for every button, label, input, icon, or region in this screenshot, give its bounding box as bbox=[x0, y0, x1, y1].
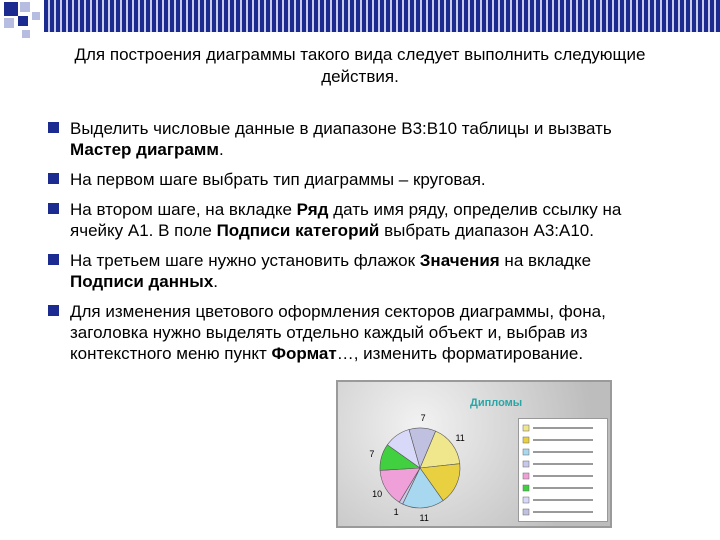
legend-entry-text bbox=[533, 475, 593, 477]
text-fragment: На третьем шаге нужно установить флажок bbox=[70, 251, 420, 270]
legend-entry-text bbox=[533, 427, 593, 429]
bullet-square-icon bbox=[48, 173, 59, 184]
legend-entry-text bbox=[533, 451, 593, 453]
text-fragment: . bbox=[218, 140, 224, 159]
bullet-square-icon bbox=[48, 122, 59, 133]
legend-swatch bbox=[523, 461, 529, 467]
text-fragment: дать имя ряду, определив ссылку на ячейку А1. В поле bbox=[70, 200, 622, 240]
list-item bbox=[48, 301, 648, 364]
slice-value-label: 11 bbox=[419, 512, 429, 523]
legend-entry-text bbox=[533, 511, 593, 513]
list-item bbox=[48, 250, 648, 292]
legend-swatch bbox=[523, 437, 529, 443]
chart-title: Дипломы bbox=[470, 397, 523, 409]
bold-term: Подписи данных bbox=[70, 272, 214, 291]
text-fragment: …, изменить форматирование. bbox=[336, 344, 584, 363]
legend-swatch bbox=[523, 497, 529, 503]
chart-legend bbox=[518, 418, 608, 522]
legend-swatch bbox=[523, 509, 529, 515]
bullet-square-icon bbox=[48, 203, 59, 214]
slice-value-label: 11 bbox=[455, 433, 465, 444]
text-fragment: На первом шаге выбрать тип диаграммы – круговая. bbox=[70, 170, 486, 189]
list-item bbox=[48, 118, 648, 160]
bold-term: Мастер диаграмм bbox=[70, 140, 219, 159]
text-fragment: Выделить числовые данные в диапазоне В3:В10 таблицы и вызвать bbox=[70, 119, 612, 138]
slice-value-label: 7 bbox=[420, 413, 426, 424]
title-decoration bbox=[0, 0, 720, 40]
slice-value-label: 1 bbox=[393, 506, 399, 517]
list-item bbox=[48, 169, 648, 190]
legend-swatch bbox=[523, 449, 529, 455]
text-fragment: на вкладке bbox=[499, 251, 592, 270]
legend-entry-text bbox=[533, 499, 593, 501]
bullet-square-icon bbox=[48, 254, 59, 265]
slice-value-label: 10 bbox=[372, 488, 383, 499]
bold-term: Формат bbox=[271, 344, 337, 363]
pie-chart bbox=[336, 380, 612, 528]
list-item bbox=[48, 199, 648, 241]
text-fragment: выбрать диапазон А3:А10. bbox=[379, 221, 594, 240]
instruction-list bbox=[48, 118, 648, 373]
legend-entry-text bbox=[533, 439, 593, 441]
text-fragment: На втором шаге, на вкладке bbox=[70, 200, 297, 219]
bold-term: Значения bbox=[419, 251, 500, 270]
bold-term: Подписи категорий bbox=[216, 221, 380, 240]
legend-entry-text bbox=[533, 463, 593, 465]
legend-swatch bbox=[523, 425, 529, 431]
bullet-square-icon bbox=[48, 305, 59, 316]
legend-swatch bbox=[523, 473, 529, 479]
text-fragment: . bbox=[213, 272, 219, 291]
page-heading: Для построения диаграммы такого вида следует выполнить следующие действия. bbox=[74, 45, 646, 86]
bold-term: Ряд bbox=[296, 200, 329, 219]
slice-value-label: 7 bbox=[369, 449, 375, 460]
text-fragment: Для изменения цветового оформления секторов диаграммы, фона, заголовка нужно выделять отдельно каждый объект и, выбрав из контекстного меню пункт bbox=[70, 302, 606, 363]
legend-entry-text bbox=[533, 487, 593, 489]
legend-swatch bbox=[523, 485, 529, 491]
